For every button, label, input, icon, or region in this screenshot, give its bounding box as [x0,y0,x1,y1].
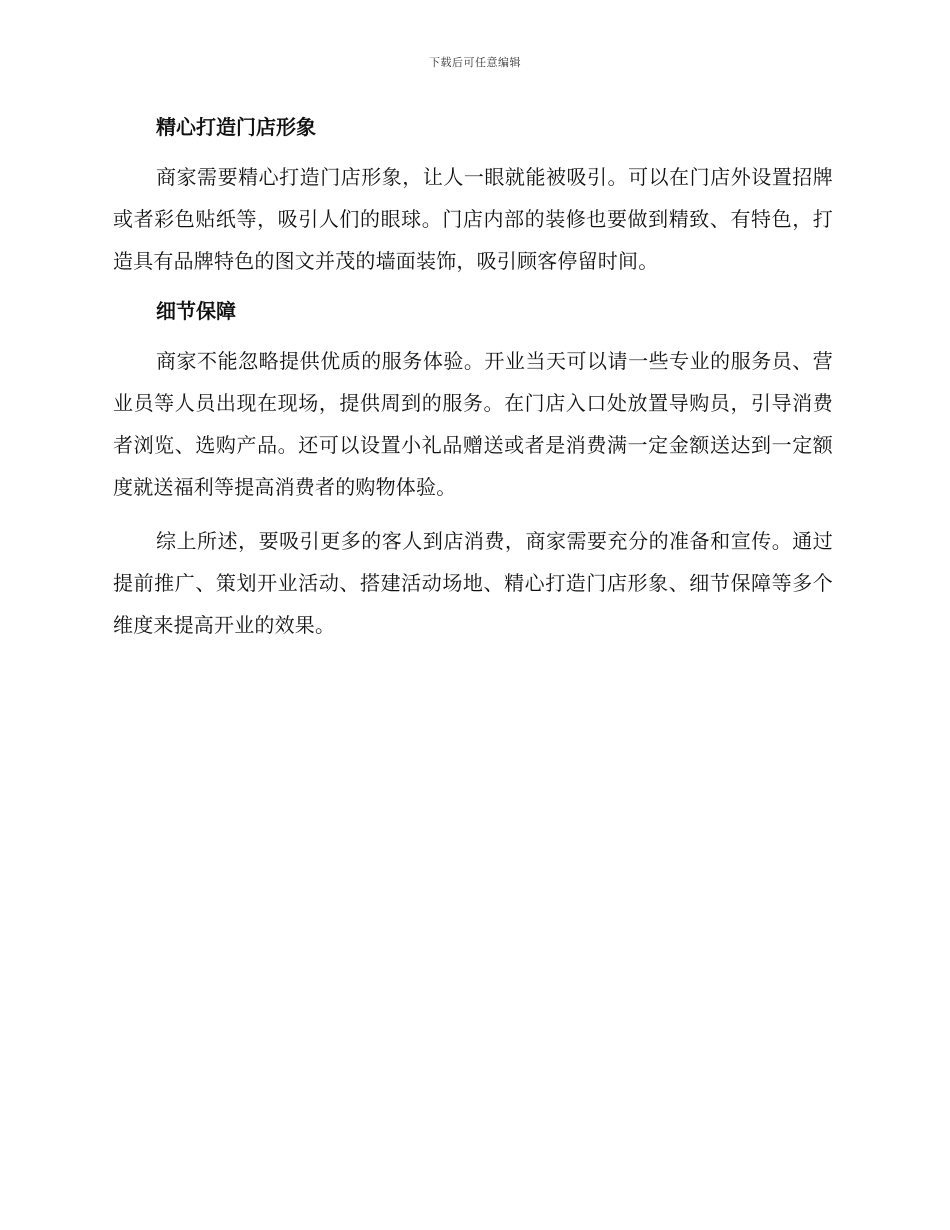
paragraph-detail-assurance: 商家不能忽略提供优质的服务体验。开业当天可以请一些专业的服务员、营业员等人员出现在现场，提供周到的服务。在门店入口处放置导购员，引导消费者浏览、选购产品。还可以设置小礼品赠送或者是消费满一定金额送达到一定额度就送福利等提高消费者的购物体验。 [113,349,833,499]
section-heading-store-image: 精心打造门店形象 [156,115,316,139]
document-body [113,110,833,658]
page-header-note: 下载后可任意编辑 [429,56,521,69]
paragraph-summary: 综上所述，要吸引更多的客人到店消费，商家需要充分的准备和宣传。通过提前推广、策划开业活动、搭建活动场地、精心打造门店形象、细节保障等多个维度来提高开业的效果。 [113,529,833,637]
section-heading-detail-assurance: 细节保障 [156,299,236,323]
paragraph-store-image: 商家需要精心打造门店形象，让人一眼就能被吸引。可以在门店外设置招牌或者彩色贴纸等，吸引人们的眼球。门店内部的装修也要做到精致、有特色，打造具有品牌特色的图文并茂的墙面装饰，吸引顾客停留时间。 [113,165,833,273]
